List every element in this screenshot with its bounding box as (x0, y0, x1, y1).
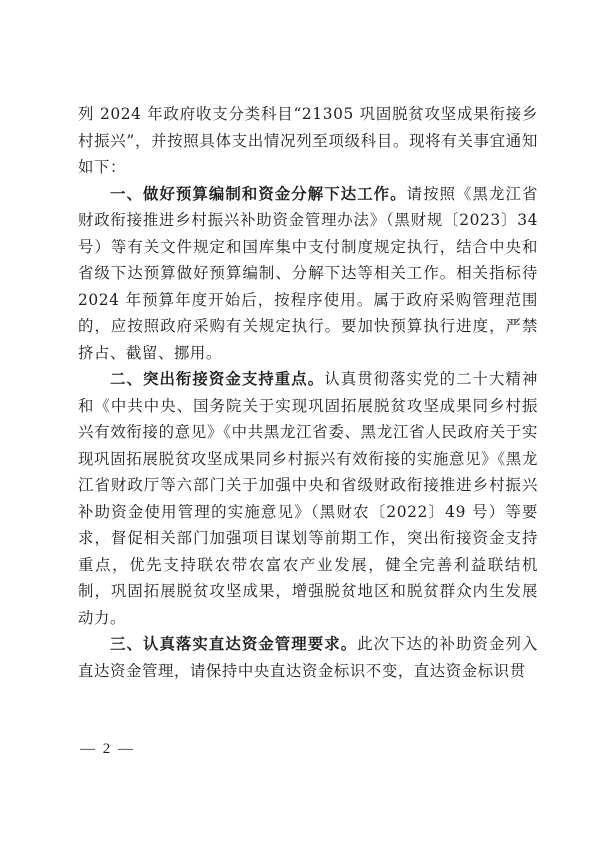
page-number: — 2 — (80, 741, 135, 757)
section-1-paragraph (78, 181, 538, 367)
paragraph-intro-text: 列 2024 年政府收支分类科目“21305 巩固脱贫攻坚成果衔接乡村振兴”，并按照具体支出情况列至项级科目。现将有关事宜通知如下： (78, 105, 538, 176)
section-1-text: 请按照《黑龙江省财政衔接推进乡村振兴补助资金管理办法》（黑财规〔2023〕34 号）等有关文件规定和国库集中支付制度规定执行，结合中央和省级下达预算做好预算编制、分解下达等相关工作。相关指标待 2024 年预算年度开始后，按程序使用。属于政府采购管理范围的，应按照政府采购有关规定执行。要加快预算执行进度，严禁挤占、截留、挪用。 (78, 184, 538, 362)
section-2-heading: 二、突出衔接资金支持重点。 (110, 370, 325, 388)
section-3-heading: 三、认真落实直达资金管理要求。 (110, 635, 358, 653)
section-3-text: 此次下达的补助资金列入直达资金管理，请保持中央直达资金标识不变，直达资金标识贯 (78, 635, 538, 680)
document-body (78, 101, 538, 684)
section-3-paragraph (78, 631, 538, 684)
paragraph-intro (78, 101, 538, 181)
section-1-heading: 一、做好预算编制和资金分解下达工作。 (110, 184, 407, 203)
section-2-paragraph (78, 366, 538, 631)
section-2-text: 认真贯彻落实党的二十大精神和《中共中央、国务院关于实现巩固拓展脱贫攻坚成果同乡村振兴有效衔接的意见》《中共黑龙江省委、黑龙江省人民政府关于实现巩固拓展脱贫攻坚成果同乡村振兴有效衔接的实施意见》《黑龙江省财政厅等六部门关于加强中央和省级财政衔接推进乡村振兴补助资金使用管理的实施意见》（黑财农〔2022〕49 号）等要求，督促相关部门加强项目谋划等前期工作，突出衔接资金支持重点，优先支持联农带农富农产业发展，健全完善利益联结机制，巩固拓展脱贫攻坚成果，增强脱贫地区和脱贫群众内生发展动力。 (78, 370, 538, 627)
